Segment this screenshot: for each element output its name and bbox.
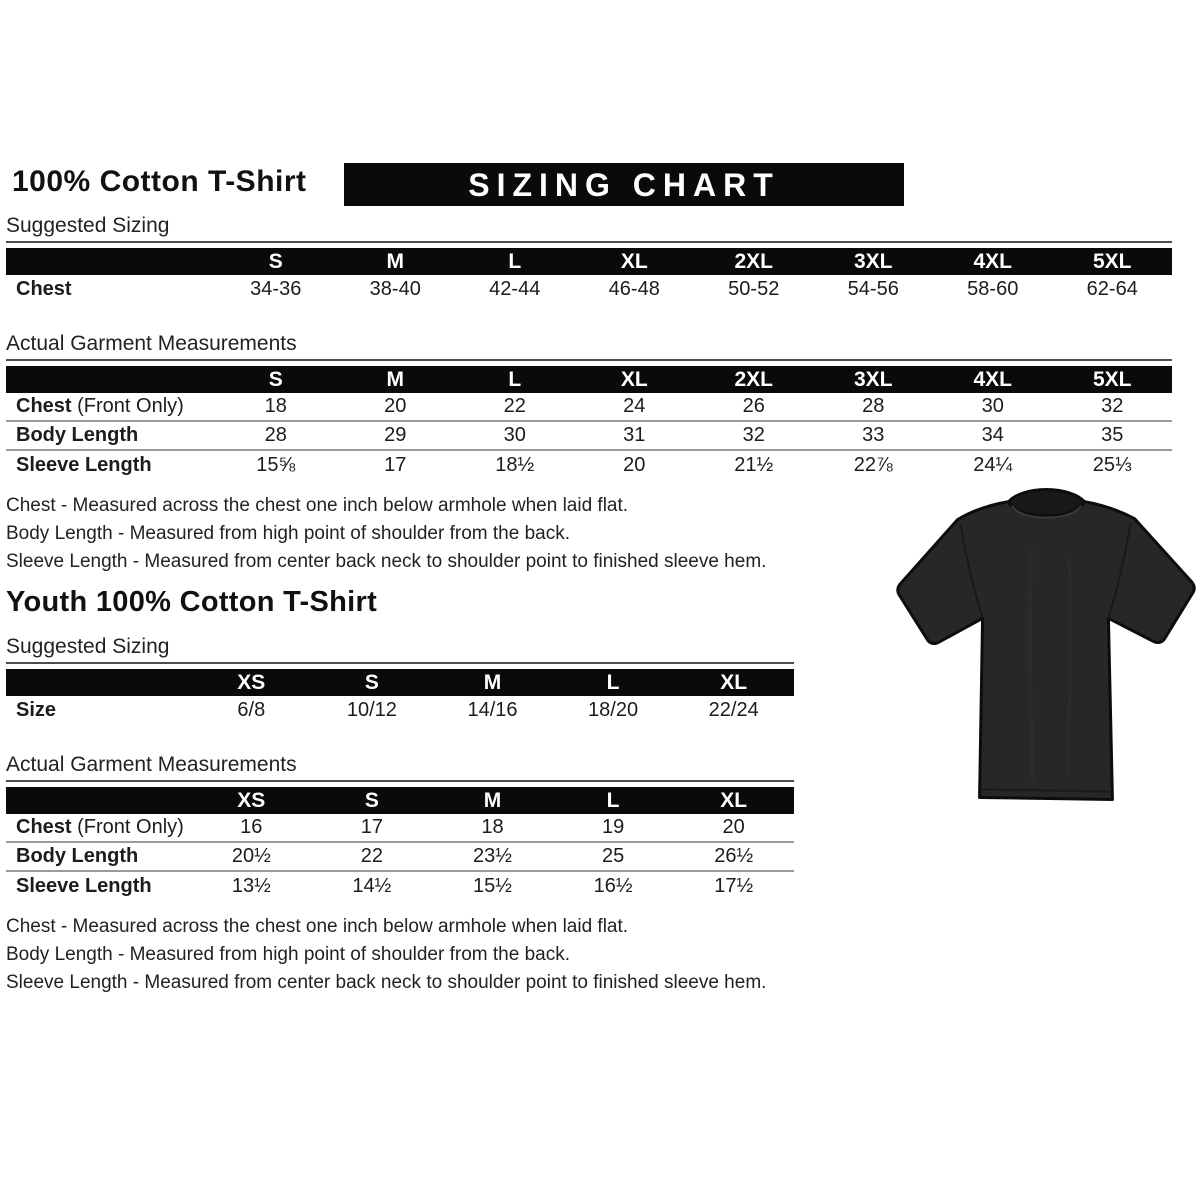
page-title: 100% Cotton T-Shirt — [12, 165, 307, 198]
measurement-value: 54-56 — [847, 278, 899, 300]
youth-garment-measurements-label: Actual Garment Measurements — [6, 751, 794, 782]
measurement-value: 17 — [360, 816, 384, 838]
row-label-text: Sleeve Length — [16, 454, 152, 476]
measurement-value: 6/8 — [237, 699, 266, 721]
size-column-header-4xl: 4XL — [973, 367, 1012, 391]
size-column-header-2xl: 2XL — [734, 249, 773, 273]
size-column-header-s: S — [364, 670, 379, 694]
youth-garment-measurements-table — [6, 787, 794, 901]
measurement-value: 33 — [862, 424, 885, 446]
table-row — [6, 843, 794, 872]
table-row — [6, 696, 794, 725]
row-label — [6, 395, 216, 418]
black-tshirt-image — [890, 478, 1200, 813]
measurement-value: 23½ — [473, 845, 512, 867]
measurement-value: 13½ — [231, 875, 271, 897]
size-column-header-xs: XS — [237, 788, 266, 812]
row-label-text: Body Length — [16, 424, 139, 446]
adult-note-body-length: Body Length - Measured from high point of shoulder from the back. — [6, 523, 570, 544]
youth-note-body-length: Body Length - Measured from high point of shoulder from the back. — [6, 944, 570, 965]
row-label — [6, 424, 216, 447]
measurement-value: 16½ — [593, 875, 633, 897]
tshirt-body-shape — [898, 502, 1194, 800]
table-header-row — [6, 669, 794, 696]
measurement-value: 17½ — [714, 875, 754, 897]
header-row — [6, 163, 1178, 206]
measurement-value: 20½ — [231, 845, 271, 867]
measurement-value: 18 — [264, 395, 287, 417]
size-column-header-5xl: 5XL — [1092, 249, 1132, 273]
row-label — [6, 454, 216, 477]
measurement-value: 18 — [481, 816, 504, 838]
measurement-value: 20 — [623, 454, 646, 476]
table-header-row — [6, 366, 1172, 393]
measurement-value: 30 — [503, 424, 526, 446]
row-label-suffix: (Front Only) — [71, 816, 184, 838]
size-column-header-2xl: 2XL — [734, 367, 773, 391]
measurement-value: 18/20 — [588, 699, 639, 721]
measurement-value: 50-52 — [728, 278, 780, 300]
measurement-value: 20 — [722, 816, 745, 838]
size-column-header-3xl: 3XL — [853, 367, 893, 391]
measurement-value: 15⅝ — [256, 454, 296, 476]
youth-note-chest: Chest - Measured across the chest one inch below armhole when laid flat. — [6, 916, 629, 937]
table-row — [6, 422, 1172, 451]
measurement-value: 18½ — [495, 454, 535, 476]
row-label-suffix: (Front Only) — [71, 395, 184, 417]
adult-suggested-sizing-label: Suggested Sizing — [6, 212, 1172, 243]
row-label — [6, 875, 191, 898]
measurement-value: 24 — [623, 395, 646, 417]
row-label-text: Sleeve Length — [16, 875, 152, 897]
table-body — [6, 393, 1172, 480]
measurement-value: 20 — [384, 395, 407, 417]
table-header-row — [6, 248, 1172, 275]
measurement-value: 34 — [981, 424, 1004, 446]
adult-note-sleeve-length: Sleeve Length - Measured from center back neck to shoulder point to finished sleeve hem. — [6, 551, 767, 572]
tshirt-svg — [890, 478, 1200, 813]
measurement-value: 14½ — [352, 875, 392, 897]
measurement-value: 62-64 — [1086, 278, 1138, 300]
row-label-text: Body Length — [16, 845, 139, 867]
row-label-text: Size — [16, 699, 57, 721]
size-column-header-l: L — [606, 670, 620, 694]
measurement-value: 42-44 — [489, 278, 541, 300]
youth-suggested-sizing-table — [6, 669, 794, 725]
measurement-value: 32 — [1101, 395, 1124, 417]
measurement-value: 25 — [601, 845, 625, 867]
youth-note-sleeve-length: Sleeve Length - Measured from center back neck to shoulder point to finished sleeve hem. — [6, 972, 767, 993]
row-label — [6, 699, 191, 722]
size-column-header-m: M — [483, 670, 502, 694]
measurement-value: 26½ — [714, 845, 754, 867]
measurement-value: 21½ — [734, 454, 774, 476]
measurement-value: 22 — [360, 845, 384, 867]
measurement-value: 10/12 — [346, 699, 397, 721]
measurement-value: 34-36 — [250, 278, 302, 300]
measurement-value: 46-48 — [608, 278, 660, 300]
size-column-header-m: M — [386, 249, 404, 273]
measurement-value: 32 — [742, 424, 765, 446]
measurement-value: 19 — [601, 816, 625, 838]
row-label — [6, 845, 191, 868]
adult-garment-measurements-table — [6, 366, 1172, 480]
table-body — [6, 275, 1172, 304]
measurement-value: 29 — [384, 424, 407, 446]
size-column-header-m: M — [386, 367, 404, 391]
measurement-value: 15½ — [473, 875, 512, 897]
measurement-value: 22 — [503, 395, 526, 417]
size-column-header-xl: XL — [720, 670, 748, 694]
size-column-header-s: S — [268, 367, 283, 391]
measurement-value: 58-60 — [967, 278, 1019, 300]
size-column-header-s: S — [364, 788, 379, 812]
measurement-value: 31 — [623, 424, 646, 446]
measurement-value: 26 — [742, 395, 765, 417]
size-column-header-xl: XL — [620, 249, 648, 273]
measurement-value: 28 — [264, 424, 287, 446]
size-column-header-l: L — [606, 788, 620, 812]
table-row — [6, 275, 1172, 304]
measurement-value: 35 — [1101, 424, 1124, 446]
size-column-header-xl: XL — [720, 788, 748, 812]
size-column-header-xl: XL — [620, 367, 648, 391]
adult-suggested-sizing-table — [6, 248, 1172, 304]
measurement-value: 22/24 — [708, 699, 759, 721]
table-row — [6, 872, 794, 901]
adult-garment-measurements-label: Actual Garment Measurements — [6, 330, 1172, 361]
row-label-text: Chest — [16, 816, 72, 838]
measurement-value: 22⅞ — [853, 454, 893, 476]
table-row — [6, 451, 1172, 480]
sizing-chart-banner: SIZING CHART — [344, 163, 904, 206]
measurement-value: 38-40 — [369, 278, 421, 300]
size-column-header-3xl: 3XL — [853, 249, 893, 273]
row-label-text: Chest — [16, 278, 72, 300]
table-header-row — [6, 787, 794, 814]
size-column-header-xs: XS — [237, 670, 266, 694]
measurement-value: 17 — [384, 454, 407, 476]
youth-measurement-notes — [6, 913, 1200, 997]
table-row — [6, 393, 1172, 422]
size-column-header-5xl: 5XL — [1092, 367, 1132, 391]
measurement-value: 16 — [240, 816, 263, 838]
table-body — [6, 696, 794, 725]
row-label-text: Chest — [16, 395, 72, 417]
size-column-header-l: L — [508, 367, 522, 391]
table-body — [6, 814, 794, 901]
measurement-value: 14/16 — [467, 699, 518, 721]
table-row — [6, 814, 794, 843]
size-column-header-l: L — [508, 249, 522, 273]
size-column-header-4xl: 4XL — [973, 249, 1012, 273]
row-label — [6, 816, 191, 839]
youth-title: Youth 100% Cotton T-Shirt — [6, 586, 378, 618]
adult-note-chest: Chest - Measured across the chest one inch below armhole when laid flat. — [6, 495, 629, 516]
youth-suggested-sizing-label: Suggested Sizing — [6, 633, 794, 664]
size-column-header-s: S — [268, 249, 283, 273]
measurement-value: 24¼ — [973, 454, 1013, 476]
measurement-value: 25⅓ — [1092, 454, 1132, 476]
size-column-header-m: M — [483, 788, 502, 812]
measurement-value: 28 — [862, 395, 885, 417]
row-label — [6, 278, 216, 301]
measurement-value: 30 — [981, 395, 1004, 417]
